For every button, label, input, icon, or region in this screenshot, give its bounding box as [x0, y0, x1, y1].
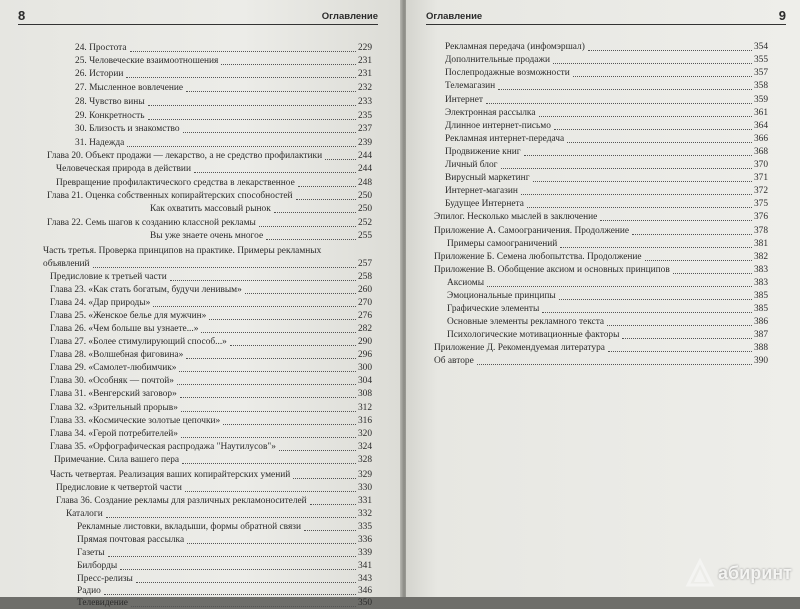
toc-entry	[50, 429, 372, 440]
left-page-header	[18, 8, 378, 25]
toc-page-number: 257	[357, 259, 372, 269]
dot-leader	[182, 463, 356, 464]
toc-page-number: 385	[753, 304, 768, 314]
toc-page-number: 296	[357, 350, 372, 360]
toc-entry-title: Глава 35. «Орфографическая распродажа "Наутилусов"»	[50, 442, 276, 452]
toc-entry-title: Аксиомы	[447, 278, 485, 288]
toc-entry-title: Пресс-релизы	[77, 574, 133, 584]
toc-page-number: 343	[357, 574, 372, 584]
dot-leader	[170, 280, 356, 281]
toc-page-number: 364	[753, 121, 768, 131]
toc-entry-title: Интернет-магазин	[445, 186, 518, 196]
toc-entry-title: Будущее Интернета	[445, 199, 524, 209]
toc-entry-title: Эмоциональные принципы	[447, 291, 556, 301]
dot-leader	[524, 155, 752, 156]
toc-entry-title: Глава 20. Объект продажи — лекарство, а не средство профилактики	[47, 151, 323, 161]
toc-entry-title: Глава 24. «Дар природы»	[50, 298, 151, 308]
dot-leader	[673, 273, 752, 274]
toc-page-number: 290	[357, 337, 372, 347]
toc-entry-title: Глава 32. «Зрительный прорыв»	[50, 403, 178, 413]
dot-leader	[298, 186, 356, 187]
toc-entry	[47, 191, 372, 202]
toc-entry	[77, 598, 372, 609]
toc-entry-title: Человеческая природа в действии	[56, 164, 191, 174]
dot-leader	[201, 332, 356, 333]
dot-leader	[487, 286, 752, 287]
header-title: Оглавление	[321, 11, 378, 22]
toc-page-number: 341	[357, 561, 372, 571]
toc-entry-title: Глава 22. Семь шагов к созданию классной рекламы	[47, 218, 256, 228]
toc-page-number: 312	[357, 403, 372, 413]
toc-entry	[43, 259, 372, 270]
toc-entry	[75, 111, 372, 122]
dot-leader	[477, 364, 752, 365]
dot-leader	[245, 293, 356, 294]
dot-leader	[304, 530, 356, 531]
toc-entry-title: Часть четвертая. Реализация ваших копирайтерских умений	[50, 470, 291, 480]
dot-leader	[181, 411, 356, 412]
toc-page-number: 258	[357, 272, 372, 282]
toc-entry	[447, 278, 768, 289]
toc-page-number: 252	[357, 218, 372, 228]
toc-entry-title: Каталоги	[66, 509, 103, 519]
toc-entry-title: 29. Конкретность	[75, 111, 145, 121]
right-page	[406, 0, 800, 597]
toc-page-number: 378	[753, 226, 768, 236]
dot-leader	[180, 397, 356, 398]
toc-page-number: 376	[753, 212, 768, 222]
dot-leader	[296, 199, 356, 200]
toc-entry	[75, 43, 372, 54]
toc-entry-title: Об авторе	[434, 356, 474, 366]
dot-leader	[148, 119, 356, 120]
dot-leader	[185, 491, 356, 492]
toc-entry-title: Глава 36. Создание рекламы для различных рекламоносителей	[56, 496, 307, 506]
toc-entry	[75, 138, 372, 149]
page-number: 9	[778, 8, 786, 23]
toc-entry	[50, 350, 372, 361]
toc-page-number: 387	[753, 330, 768, 340]
toc-page-number: 250	[357, 191, 372, 201]
dot-leader	[136, 582, 356, 583]
toc-entry-title: Глава 21. Оценка собственных копирайтерских способностей	[47, 191, 293, 201]
toc-entry-title: объявлений	[43, 259, 90, 269]
toc-page-number: 248	[357, 178, 372, 188]
toc-entry-title: Газеты	[77, 548, 105, 558]
dot-leader	[126, 77, 356, 78]
dot-leader	[179, 371, 355, 372]
toc-entry	[434, 356, 768, 367]
toc-entry-title: Личный блог	[445, 160, 498, 170]
toc-page-number: 354	[753, 42, 768, 52]
toc-entry	[75, 69, 372, 80]
dot-leader	[554, 129, 752, 130]
dot-leader	[486, 103, 752, 104]
toc-page-number: 350	[357, 598, 372, 608]
toc-page-number: 382	[753, 252, 768, 262]
dot-leader	[521, 194, 752, 195]
toc-page-number: 237	[357, 124, 372, 134]
toc-entry	[50, 285, 372, 296]
toc-entry	[445, 42, 768, 53]
toc-page-number: 229	[357, 43, 372, 53]
toc-page-number: 370	[753, 160, 768, 170]
header-title: Оглавление	[426, 11, 483, 22]
toc-entry	[445, 108, 768, 119]
toc-page-number: 244	[357, 151, 372, 161]
toc-entry-title: Глава 25. «Женское белье для мужчин»	[50, 311, 207, 321]
toc-page-number: 328	[357, 455, 372, 465]
toc-entry-title: Электронная рассылка	[445, 108, 536, 118]
watermark-logo	[686, 559, 792, 587]
toc-entry-title: 28. Чувство вины	[75, 97, 145, 107]
right-page-header	[426, 8, 786, 25]
toc-page-number: 385	[753, 291, 768, 301]
dot-leader	[588, 50, 752, 51]
toc-page-number: 320	[357, 429, 372, 439]
toc-entry	[445, 68, 768, 79]
toc-entry-title: Интернет	[445, 95, 484, 105]
dot-leader	[130, 51, 356, 52]
toc-page-number: 255	[357, 231, 372, 241]
toc-entry-title: Дополнительные продажи	[445, 55, 550, 65]
toc-page-number: 270	[357, 298, 372, 308]
toc-entry	[47, 151, 372, 162]
toc-entry	[445, 173, 768, 184]
toc-entry-title: Прямая почтовая рассылка	[77, 535, 185, 545]
toc-entry	[445, 95, 768, 106]
toc-page-number: 368	[753, 147, 768, 157]
dot-leader	[230, 345, 356, 346]
toc-entry-title: Предисловие к третьей части	[50, 272, 167, 282]
toc-page-number: 381	[753, 239, 768, 249]
dot-leader	[259, 226, 356, 227]
toc-page-number: 386	[753, 317, 768, 327]
toc-entry	[434, 226, 768, 237]
toc-entry-title: Рекламная интернет-передача	[445, 134, 565, 144]
page-number: 8	[18, 8, 26, 23]
toc-entry-title: Билборды	[77, 561, 118, 571]
toc-page-number: 304	[357, 376, 372, 386]
dot-leader	[553, 63, 752, 64]
toc-entry	[50, 298, 372, 309]
toc-entry	[447, 291, 768, 302]
dot-leader	[186, 358, 356, 359]
dot-leader	[127, 146, 356, 147]
toc-page-number: 366	[753, 134, 768, 144]
toc-entry-title: 30. Близость и знакомство	[75, 124, 180, 134]
toc-entry	[434, 212, 768, 223]
dot-leader	[539, 116, 752, 117]
toc-page-number: 250	[357, 204, 372, 214]
toc-entry-title: Превращение профилактического средства в лекарственное	[56, 178, 295, 188]
toc-page-number: 331	[357, 496, 372, 506]
toc-page-number: 231	[357, 69, 372, 79]
toc-entry-title: Длинное интернет-письмо	[445, 121, 551, 131]
toc-entry	[445, 147, 768, 158]
toc-entry-title: Приложение В. Обобщение аксиом и основных принципов	[434, 265, 670, 275]
toc-entry-title: 27. Мысленное вовлечение	[75, 83, 184, 93]
toc-entry-title: 24. Простота	[75, 43, 127, 53]
dot-leader	[131, 606, 356, 607]
toc-entry-title: Рекламные листовки, вкладыши, формы обратной связи	[77, 522, 302, 532]
toc-entry-title: Приложение Б. Семена любопытства. Продолжение	[434, 252, 642, 262]
toc-entry	[50, 363, 372, 374]
toc-entry	[445, 186, 768, 197]
toc-page-number: 383	[753, 265, 768, 275]
toc-entry-title: Глава 27. «Более стимулирующий способ...»	[50, 337, 227, 347]
dot-leader	[186, 91, 356, 92]
dot-leader	[106, 517, 356, 518]
toc-entry-title: Глава 31. «Венгерский заговор»	[50, 389, 177, 399]
toc-entry-title: Глава 33. «Космические золотые цепочки»	[50, 416, 221, 426]
toc-entry-title: Послепродажные возможности	[445, 68, 570, 78]
toc-entry	[54, 455, 372, 466]
toc-entry	[77, 561, 372, 572]
toc-entry-title: Радио	[77, 586, 101, 596]
dot-leader	[274, 212, 356, 213]
toc-entry	[445, 160, 768, 171]
dot-leader	[148, 105, 356, 106]
dot-leader	[600, 220, 752, 221]
toc-entry	[43, 246, 372, 257]
toc-entry-title: Глава 23. «Как стать богатым, будучи ленивым»	[50, 285, 242, 295]
toc-entry-title: Телемагазин	[445, 81, 496, 91]
dot-leader	[645, 260, 752, 261]
dot-leader	[533, 181, 752, 182]
toc-page-number: 316	[357, 416, 372, 426]
toc-page-number: 300	[357, 363, 372, 373]
toc-page-number: 371	[753, 173, 768, 183]
toc-entry	[56, 496, 372, 507]
dot-leader	[108, 556, 356, 557]
toc-page-number: 233	[357, 97, 372, 107]
toc-entry	[50, 337, 372, 348]
toc-entry	[77, 574, 372, 585]
toc-entry-title: Приложение А. Самоограничения. Продолжение	[434, 226, 630, 236]
toc-entry-title: Глава 34. «Герой потребителей»	[50, 429, 178, 439]
toc-entry	[447, 304, 768, 315]
toc-entry	[66, 509, 372, 520]
toc-entry	[47, 218, 372, 229]
toc-entry-title: Вы уже знаете очень многое	[150, 231, 264, 241]
dot-leader	[501, 168, 752, 169]
toc-entry	[77, 548, 372, 559]
toc-entry	[56, 178, 372, 189]
toc-page-number: 239	[357, 138, 372, 148]
toc-entry	[50, 376, 372, 387]
toc-entry-title: Вирусный маркетинг	[445, 173, 530, 183]
dot-leader	[120, 569, 356, 570]
toc-page-number: 346	[357, 586, 372, 596]
toc-entry-title: Глава 28. «Волшебная фиговина»	[50, 350, 184, 360]
toc-entry-title: 25. Человеческие взаимоотношения	[75, 56, 219, 66]
toc-entry	[445, 134, 768, 145]
toc-page-number: 361	[753, 108, 768, 118]
toc-entry	[75, 83, 372, 94]
toc-entry	[434, 343, 768, 354]
toc-entry	[50, 311, 372, 322]
toc-entry	[445, 55, 768, 66]
toc-page-number: 329	[357, 470, 372, 480]
dot-leader	[223, 424, 356, 425]
dot-leader	[293, 478, 356, 479]
toc-entry-title: Примеры самоограничений	[447, 239, 558, 249]
toc-entry	[75, 97, 372, 108]
toc-entry-title: Предисловие к четвертой части	[56, 483, 182, 493]
toc-page-number: 330	[357, 483, 372, 493]
dot-leader	[310, 504, 356, 505]
toc-page-number: 308	[357, 389, 372, 399]
toc-entry	[50, 442, 372, 453]
toc-page-number: 375	[753, 199, 768, 209]
toc-page-number: 231	[357, 56, 372, 66]
toc-entry-title: Примечание. Сила вашего пера	[54, 455, 180, 465]
toc-page-number: 276	[357, 311, 372, 321]
toc-page-number: 357	[753, 68, 768, 78]
dot-leader	[607, 325, 752, 326]
toc-entry-title: Эпилог. Несколько мыслей в заключение	[434, 212, 598, 222]
toc-page-number: 390	[753, 356, 768, 366]
dot-leader	[622, 338, 752, 339]
toc-entry	[447, 330, 768, 341]
toc-entry-title: 31. Надежда	[75, 138, 125, 148]
toc-page-number: 335	[357, 522, 372, 532]
toc-page-number: 235	[357, 111, 372, 121]
toc-entry	[150, 204, 372, 215]
dot-leader	[632, 234, 752, 235]
dot-leader	[560, 247, 752, 248]
dot-leader	[559, 299, 752, 300]
toc-entry-title: Глава 30. «Особняк — почтой»	[50, 376, 174, 386]
toc-page-number: 372	[753, 186, 768, 196]
dot-leader	[177, 384, 356, 385]
toc-entry-title: Приложение Д. Рекомендуемая литература	[434, 343, 605, 353]
dot-leader	[93, 267, 356, 268]
toc-entry-title: Рекламная передача (инфомэршал)	[445, 42, 585, 52]
toc-entry-title: Графические элементы	[447, 304, 540, 314]
toc-entry	[77, 535, 372, 546]
toc-entry	[150, 231, 372, 242]
toc-entry-title: Как охватить массовый рынок	[150, 204, 271, 214]
toc-entry	[447, 317, 768, 328]
toc-entry	[445, 199, 768, 210]
dot-leader	[209, 319, 356, 320]
toc-entry	[50, 389, 372, 400]
dot-leader	[608, 351, 752, 352]
toc-page-number: 324	[357, 442, 372, 452]
dot-leader	[104, 594, 356, 595]
toc-page-number: 359	[753, 95, 768, 105]
toc-page-number: 260	[357, 285, 372, 295]
labyrinth-logo-icon	[686, 559, 714, 587]
toc-page-number: 244	[357, 164, 372, 174]
toc-page-number: 232	[357, 83, 372, 93]
dot-leader	[181, 437, 356, 438]
watermark-text: абиринт	[718, 562, 792, 583]
dot-leader	[542, 312, 752, 313]
toc-entry	[77, 586, 372, 597]
toc-page-number: 355	[753, 55, 768, 65]
toc-entry-title: Продвижение книг	[445, 147, 521, 157]
toc-entry	[75, 56, 372, 67]
dot-leader	[187, 543, 356, 544]
dot-leader	[279, 450, 356, 451]
toc-entry	[56, 483, 372, 494]
toc-entry	[50, 324, 372, 335]
toc-entry	[50, 416, 372, 427]
dot-leader	[221, 64, 356, 65]
toc-entry-title: Глава 29. «Самолет-любимчик»	[50, 363, 177, 373]
toc-entry	[56, 164, 372, 175]
toc-entry	[50, 470, 372, 481]
dot-leader	[266, 239, 356, 240]
dot-leader	[183, 132, 356, 133]
toc-page-number: 339	[357, 548, 372, 558]
dot-leader	[194, 172, 356, 173]
toc-entry	[434, 252, 768, 263]
dot-leader	[498, 89, 752, 90]
toc-page-number: 336	[357, 535, 372, 545]
toc-entry	[77, 522, 372, 533]
toc-entry	[445, 121, 768, 132]
toc-page-number: 282	[357, 324, 372, 334]
toc-page-number: 388	[753, 343, 768, 353]
toc-entry	[434, 265, 768, 276]
toc-entry-title: Основные элементы рекламного текста	[447, 317, 605, 327]
toc-entry-title: 26. Истории	[75, 69, 124, 79]
toc-entry	[447, 239, 768, 250]
toc-entry-title: Глава 26. «Чем больше вы узнаете...»	[50, 324, 199, 334]
dot-leader	[573, 76, 752, 77]
toc-entry	[50, 272, 372, 283]
toc-page-number: 383	[753, 278, 768, 288]
dot-leader	[567, 142, 752, 143]
dot-leader	[153, 306, 356, 307]
toc-page-number: 332	[357, 509, 372, 519]
toc-entry	[50, 403, 372, 414]
toc-entry-title: Часть третья. Проверка принципов на практике. Примеры рекламных	[43, 246, 322, 256]
toc-page-number: 358	[753, 81, 768, 91]
toc-entry-title: Телевидение	[77, 598, 128, 608]
dot-leader	[325, 159, 356, 160]
toc-entry-title: Психологические мотивационные факторы	[447, 330, 620, 340]
toc-entry	[75, 124, 372, 135]
dot-leader	[527, 207, 752, 208]
toc-entry	[445, 81, 768, 92]
